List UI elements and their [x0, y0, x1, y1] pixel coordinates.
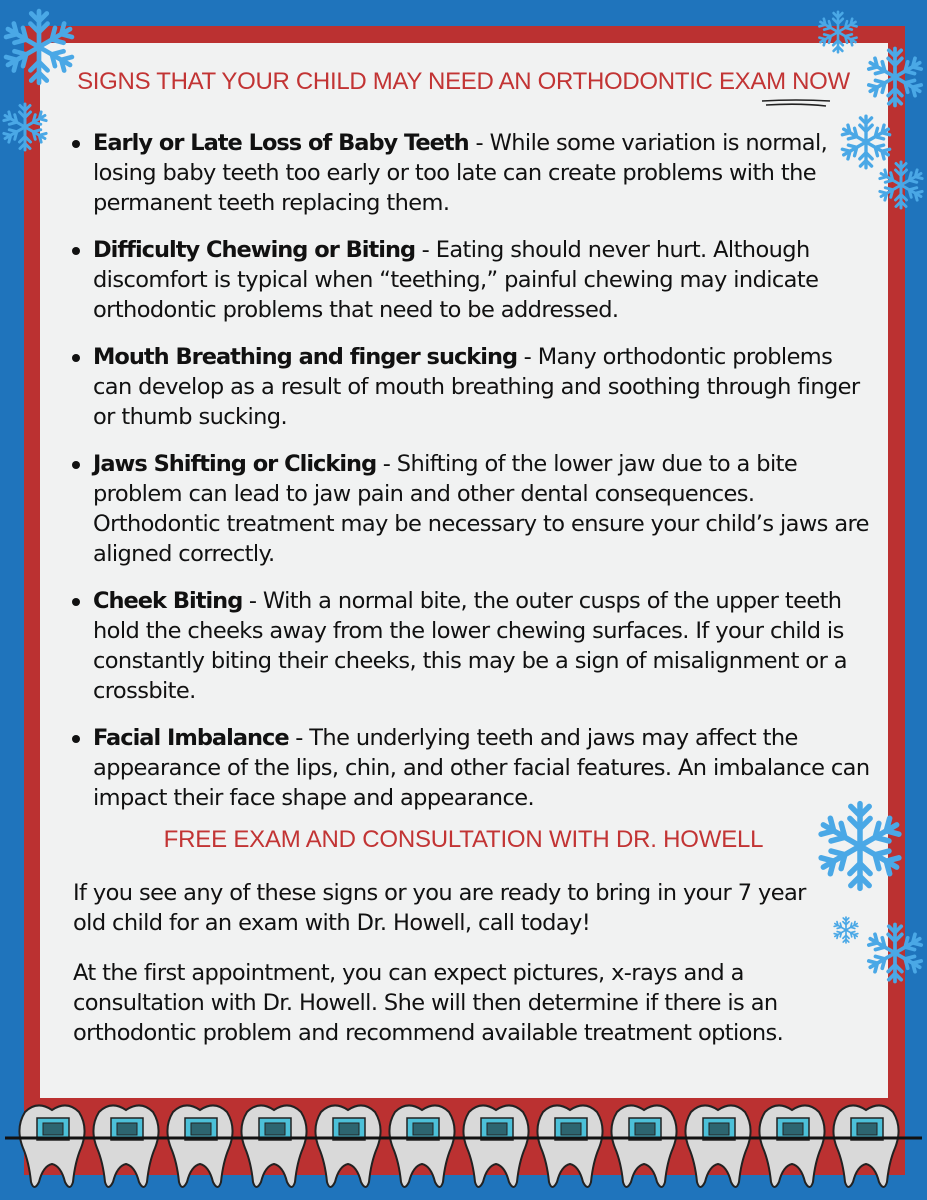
snowflake-icon	[832, 916, 860, 944]
tooth-with-bracket-icon	[685, 1105, 750, 1187]
tooth-with-bracket-icon	[611, 1105, 676, 1187]
sign-description: - Many orthodontic problems can develop as a result of mouth breathing and soothing through finger or thumb sucking.	[93, 344, 860, 430]
sign-description: - Eating should never hurt. Although discomfort is typical when “teething,” painful chewing may indicate orthodontic problems that need to be addressed.	[93, 237, 819, 323]
sign-heading: Cheek Biting	[93, 588, 243, 614]
braces-teeth-border	[0, 1100, 927, 1200]
sign-heading: Early or Late Loss of Baby Teeth	[93, 130, 476, 156]
snowflake-icon	[0, 102, 50, 152]
sign-heading: Facial Imbalance	[93, 725, 289, 751]
tooth-with-bracket-icon	[833, 1105, 898, 1187]
sign-item	[93, 449, 873, 569]
signs-list	[66, 128, 873, 830]
tooth-with-bracket-icon	[241, 1105, 306, 1187]
tooth-with-bracket-icon	[19, 1105, 84, 1187]
tooth-with-bracket-icon	[537, 1105, 602, 1187]
snowflake-icon	[814, 800, 906, 892]
title-underline-scribble	[760, 98, 832, 108]
sign-description: - Shifting of the lower jaw due to a bite problem can lead to jaw pain and other dental consequences. Orthodontic treatment may be necessary to ensure your child’s jaws are aligned correctly.	[93, 451, 869, 567]
snowflake-icon	[816, 10, 860, 54]
snowflake-icon	[864, 922, 926, 984]
snowflake-icon	[864, 46, 926, 108]
snowflake-icon	[0, 8, 78, 86]
snowflake-icon	[876, 160, 926, 210]
sign-description: - While some variation is normal, losing baby teeth too early or too late can create problems with the permanent teeth replacing them.	[93, 130, 828, 216]
subtitle	[60, 826, 867, 854]
sign-heading: Jaws Shifting or Clicking	[93, 451, 377, 477]
page-title	[60, 68, 867, 96]
tooth-with-bracket-icon	[315, 1105, 380, 1187]
sign-item	[93, 723, 873, 813]
sign-description: - With a normal bite, the outer cusps of the upper teeth hold the cheeks away from the lower chewing surfaces. If your child is constantly biting their cheeks, this may be a sign of misalignment or a crossbite.	[93, 588, 847, 704]
sign-item	[93, 342, 873, 432]
tooth-with-bracket-icon	[463, 1105, 528, 1187]
appointment-paragraph: At the first appointment, you can expect pictures, x-rays and a consultation with Dr. Howell. She will then determine if there is an orthodontic problem and recommend available treatment options.	[73, 960, 784, 1046]
sign-item	[93, 128, 873, 218]
page-title-text: SIGNS THAT YOUR CHILD MAY NEED AN ORTHODONTIC EXAM NOW	[77, 68, 850, 95]
sign-heading: Difficulty Chewing or Biting	[93, 237, 416, 263]
sign-item	[93, 235, 873, 325]
tooth-with-bracket-icon	[93, 1105, 158, 1187]
call-paragraph: If you see any of these signs or you are ready to bring in your 7 year old child for an exam with Dr. Howell, call today!	[73, 880, 806, 936]
sign-heading: Mouth Breathing and finger sucking	[93, 344, 518, 370]
sign-description: - The underlying teeth and jaws may affect the appearance of the lips, chin, and other facial features. An imbalance can impact their face shape and appearance.	[93, 725, 870, 811]
subtitle-text: FREE EXAM AND CONSULTATION WITH DR. HOWELL	[163, 826, 764, 853]
sign-item	[93, 586, 873, 706]
tooth-with-bracket-icon	[167, 1105, 232, 1187]
tooth-with-bracket-icon	[389, 1105, 454, 1187]
tooth-with-bracket-icon	[759, 1105, 824, 1187]
